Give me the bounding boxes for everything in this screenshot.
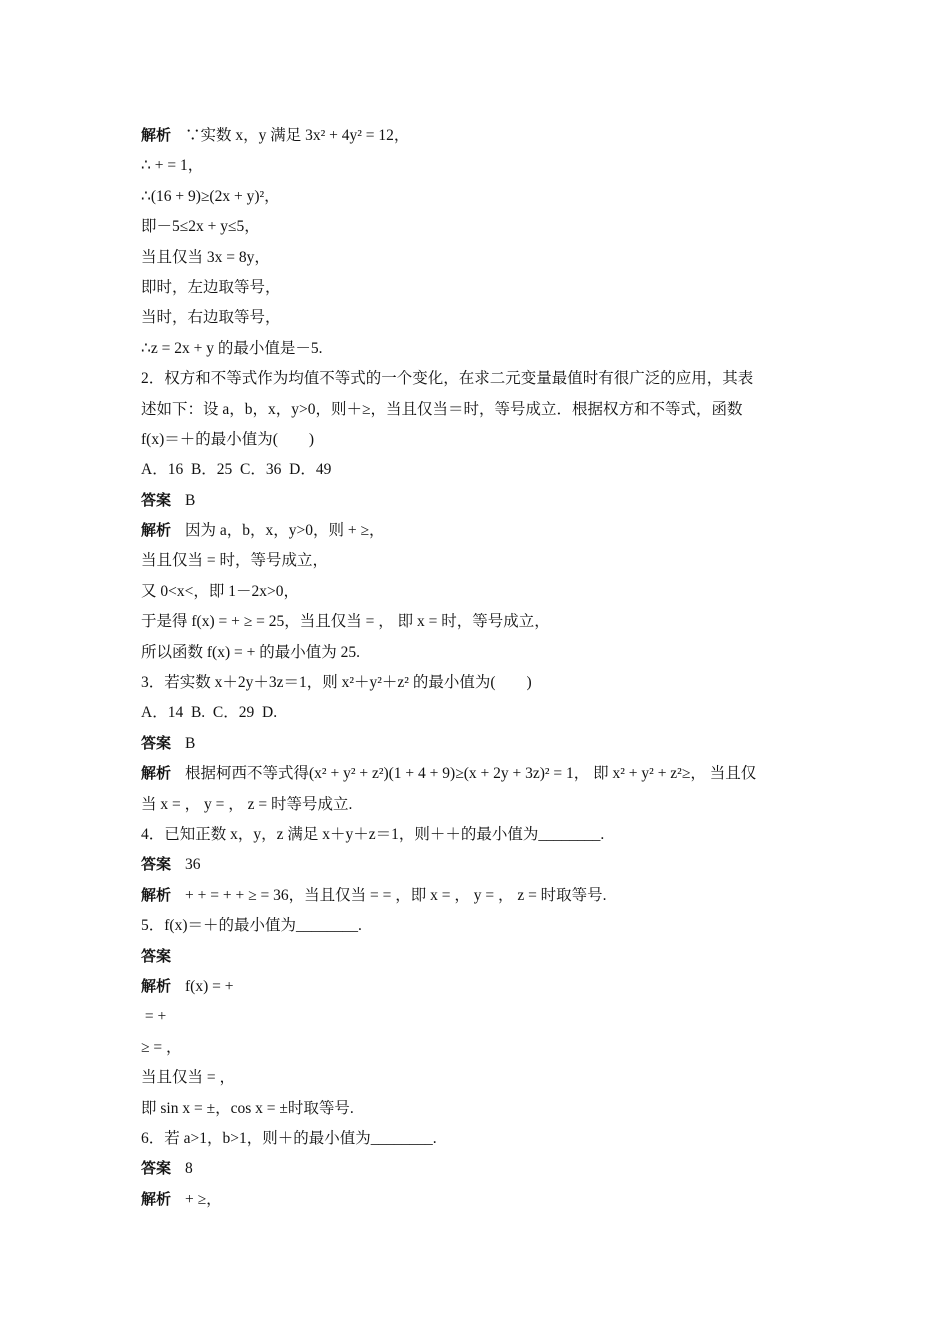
line-text: 36 [185,856,201,874]
line-text: 6．若 a>1，b>1，则＋的最小值为________. [141,1129,437,1147]
text-line [141,1063,812,1093]
text-line [141,516,812,546]
text-line [141,334,812,364]
line-text: ≥ = ， [141,1038,182,1056]
line-text: = + [141,1008,167,1026]
line-text: f(x) = + [185,977,234,995]
line-text: 当且仅当 = 时，等号成立， [141,552,328,570]
text-line [141,1033,812,1063]
line-text: 即－5≤2x + y≤5， [141,218,260,236]
text-line [141,1185,812,1215]
line-text: 所以函数 f(x) = + 的最小值为 25. [141,643,360,661]
text-line [141,577,812,607]
text-line [141,151,812,181]
analysis-label: 解析 [141,977,172,995]
text-line [141,364,812,394]
text-line [141,486,812,516]
text-line [141,1094,812,1124]
line-text: 2．权方和不等式作为均值不等式的一个变化，在求二元变量最值时有很广泛的应用，其表 [141,370,754,388]
line-text: 根据柯西不等式得(x² + y² + z²)(1 + 4 + 9)≥(x + 2y + 3z)² = 1， 即 x² + y² + z²≥， 当且仅 [185,765,757,783]
text-line [141,820,812,850]
line-text: 3．若实数 x＋2y＋3z＝1，则 x²＋y²＋z² 的最小值为( ) [141,674,532,692]
line-text: 又 0<x<，即 1－2x>0， [141,582,299,600]
line-text: + ≥， [185,1190,222,1208]
text-line [141,212,812,242]
text-line [141,182,812,212]
text-line [141,972,812,1002]
line-text: A．14 B. C．29 D. [141,704,278,722]
line-text: f(x)＝＋的最小值为( ) [141,430,315,448]
text-line [141,942,812,972]
text-line [141,395,812,425]
analysis-label: 解析 [141,1190,172,1208]
answer-label: 答案 [141,1160,172,1178]
line-text: ∴z = 2x + y 的最小值是－5. [141,339,323,357]
text-line [141,668,812,698]
text-line [141,1154,812,1184]
answer-label: 答案 [141,491,172,509]
line-text: 当且仅当 3x = 8y， [141,248,270,266]
text-line [141,881,812,911]
line-text: ∵实数 x，y 满足 3x² + 4y² = 12， [185,127,410,144]
line-text: A．16 B．25 C．36 D．49 [141,461,332,479]
text-line [141,455,812,485]
text-line [141,790,812,820]
text-line [141,638,812,668]
text-line [141,850,812,880]
line-text: 5．f(x)＝＋的最小值为________. [141,917,362,935]
analysis-label: 解析 [141,765,172,783]
text-line [141,425,812,455]
answer-label: 答案 [141,947,172,965]
answer-label: 答案 [141,734,172,752]
analysis-label: 解析 [141,127,172,144]
text-line [141,243,812,273]
line-text: 当 x = ， y = ， z = 时等号成立. [141,795,353,813]
text-line [141,273,812,303]
line-text: 于是得 f(x) = + ≥ = 25，当且仅当 = ， 即 x = 时，等号成立， [141,613,550,631]
answer-label: 答案 [141,856,172,874]
text-line [141,607,812,637]
text-line [141,303,812,333]
text-line [141,759,812,789]
line-text: 述如下：设 a，b，x，y>0，则＋≥，当且仅当＝时，等号成立．根据权方和不等式，函数 [141,400,743,418]
analysis-label: 解析 [141,886,172,904]
analysis-label: 解析 [141,522,172,540]
text-line [141,729,812,759]
text-line [141,1002,812,1032]
text-line [141,1124,812,1154]
line-text: ∴ + = 1， [141,157,204,175]
line-text: B [185,734,196,752]
text-line [141,121,812,151]
text-line [141,911,812,941]
text-line [141,546,812,576]
line-text: 即时，左边取等号， [141,278,281,296]
line-text: 即 sin x = ±，cos x = ±时取等号. [141,1099,354,1117]
text-line [141,698,812,728]
line-text: + + = + + ≥ = 36，当且仅当 = = ，即 x = ， y = ， z = 时取等号. [185,886,607,904]
line-text: 因为 a，b，x，y>0，则 + ≥， [185,522,385,540]
line-text: 当且仅当 = ， [141,1069,235,1087]
line-text: 4．已知正数 x，y，z 满足 x＋y＋z＝1，则＋＋的最小值为________. [141,825,605,843]
line-text: 当时，右边取等号， [141,309,281,327]
line-text: 8 [185,1160,193,1178]
line-text: ∴(16 + 9)≥(2x + y)²， [141,187,280,205]
line-text: B [185,491,196,509]
